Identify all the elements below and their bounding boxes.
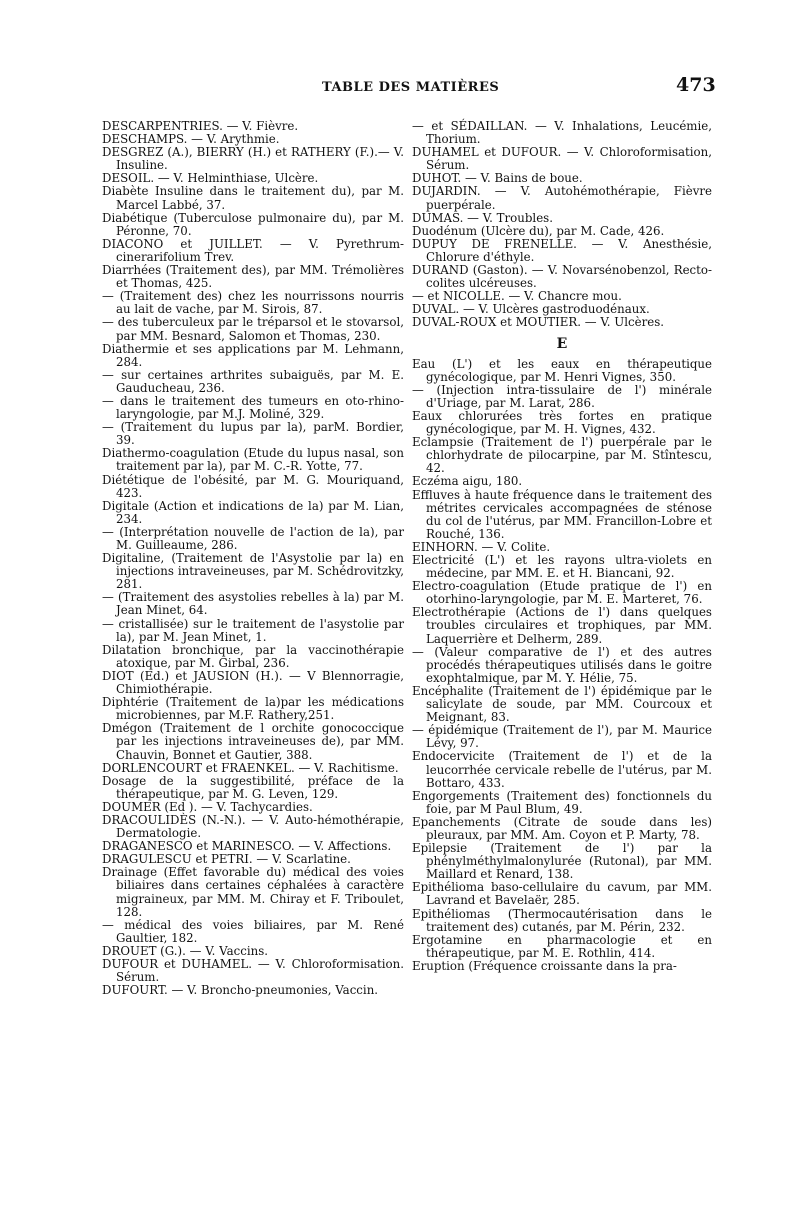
index-entry: — et SÉDAILLAN. — V. Inhalations, Leucémie, Thorium. bbox=[412, 119, 712, 147]
index-entry: DESCHAMPS. — V. Arythmie. bbox=[102, 132, 280, 147]
index-entry: Diathermie et ses applications par M. Lehmann, 284. bbox=[102, 341, 404, 369]
index-entry: — (Traitement des asystolies rebelles à la) par M. Jean Minet, 64. bbox=[102, 590, 404, 618]
left-column bbox=[102, 120, 404, 997]
index-entry: Eau (L') et les eaux en thérapeutique gynécologique, par M. Henri Vignes, 350. bbox=[412, 356, 712, 384]
index-entry: Diathermo-coagulation (Etude du lupus nasal, son traitement par la), par M. C.-R. Yotte, 77. bbox=[102, 446, 404, 474]
index-entry: — (Traitement du lupus par la), parM. Bordier, 39. bbox=[102, 420, 404, 448]
index-entry: Diarrhées (Traitement des), par MM. Trémolières et Thomas, 425. bbox=[102, 263, 404, 291]
index-entry: EINHORN. — V. Colite. bbox=[412, 539, 551, 554]
index-entry: — dans le traitement des tumeurs en oto-rhino-laryngologie, par M.J. Moliné, 329. bbox=[102, 393, 404, 422]
index-entry: Diabète Insuline dans le traitement du), par M. Marcel Labbé, 37. bbox=[102, 184, 404, 212]
index-entry: Electricité (L') et les rayons ultra-violets en médecine, par MM. E. et H. Biancani, 92. bbox=[412, 553, 712, 581]
index-entry: DURAND (Gaston). — V. Novarsénobenzol, Recto-colites ulcéreuses. bbox=[412, 263, 712, 291]
index-entry: Electro-coagulation (Etude pratique de l') en otorhino-laryngologie, par M. E. Marteret, 76. bbox=[412, 579, 712, 607]
index-entry: Diabétique (Tuberculose pulmonaire du), par M. Péronne, 70. bbox=[102, 210, 404, 238]
index-entry: — sur certaines arthrites subaiguës, par M. E. Gauducheau, 236. bbox=[102, 367, 404, 395]
right-column bbox=[412, 120, 712, 973]
page-header bbox=[0, 74, 800, 104]
index-entry: Diphtérie (Traitement de la)par les médications microbiennes, par M.F. Rathery,251. bbox=[102, 695, 404, 723]
running-title: TABLE DES MATIÈRES bbox=[322, 80, 500, 95]
index-entry: DUHOT. — V. Bains de boue. bbox=[412, 171, 583, 186]
index-entry: DESOIL. — V. Helminthiase, Ulcère. bbox=[102, 171, 319, 186]
index-entry: Endocervicite (Traitement de l') et de la leucorrhée cervicale rebelle de l'utérus, par M. Bottaro, 433. bbox=[412, 749, 712, 790]
index-entry: — des tuberculeux par le tréparsol et le stovarsol, par MM. Besnard, Salomon et Thomas, 230. bbox=[102, 315, 404, 343]
index-entry: Encéphalite (Traitement de l') épidémique par le salicylate de soude, par MM. Courcoux et Meignant, 83. bbox=[412, 683, 712, 725]
index-entry: DIOT (Ed.) et JAUSION (H.). — V Blennorragie, Chimiothérapie. bbox=[102, 668, 404, 697]
index-entry: Ergotamine en pharmacologie et en thérapeutique, par M. E. Rothlin, 414. bbox=[412, 932, 712, 960]
index-entry: DORLENCOURT et FRAENKEL. — V. Rachitisme. bbox=[102, 760, 399, 775]
index-entry: — et NICOLLE. — V. Chancre mou. bbox=[412, 289, 622, 304]
index-entry: DIACONO et JUILLET. — V. Pyrethrum-cinerarifolium Trev. bbox=[102, 236, 404, 264]
index-entry: Engorgements (Traitement des) fonctionnels du foie, par M Paul Blum, 49. bbox=[412, 788, 712, 816]
index-entry: DESGREZ (A.), BIERRY (H.) et RATHERY (F.).— V. Insuline. bbox=[102, 145, 404, 173]
index-entry: Electrothérapie (Actions de l') dans quelques troubles circulaires et trophiques, par MM. Laquerrière et Delherm, 289. bbox=[412, 605, 712, 646]
index-entry: DUHAMEL et DUFOUR. — V. Chloroformisation, Sérum. bbox=[412, 145, 712, 173]
index-entry: DUJARDIN. — V. Autohémothérapie, Fièvre puerpérale. bbox=[412, 184, 712, 212]
index-entry: — (Interprétation nouvelle de l'action de la), par M. Guilleaume, 286. bbox=[102, 524, 404, 552]
index-entry: — (Traitement des) chez les nourrissons nourris au lait de vache, par M. Sirois, 87. bbox=[102, 289, 404, 317]
index-entry: — cristallisée) sur le traitement de l'asystolie par la), par M. Jean Minet, 1. bbox=[102, 616, 404, 644]
index-entry: Eczéma aigu, 180. bbox=[412, 474, 523, 489]
index-entry: DRACOULIDÈS (N.-N.). — V. Auto-hémothérapie, Dermatologie. bbox=[102, 812, 404, 841]
index-entry: DROUET (G.). — V. Vaccins. bbox=[102, 943, 269, 958]
index-entry: Dmégon (Traitement de l orchite gonococcique par les injections intraveineuses de), par MM. Chauvin, Bonnet et Gautier, 388. bbox=[102, 721, 404, 762]
index-entry: DUPUY DE FRENELLE. — V. Anesthésie, Chlorure d'éthyle. bbox=[412, 236, 712, 264]
index-entry: Eclampsie (Traitement de l') puerpérale par le chlorhydrate de pilocarpine, par M. Stîntescu, 42. bbox=[412, 435, 712, 476]
index-entry: DRAGULESCU et PETRI. — V. Scarlatine. bbox=[102, 852, 351, 867]
index-entry: DOUMER (Ed ). — V. Tachycardies. bbox=[102, 799, 313, 814]
section-letter-e: E bbox=[556, 335, 568, 352]
index-entry: — (Injection intra-tissulaire de l') minérale d'Uriage, par M. Larat, 286. bbox=[412, 382, 712, 410]
index-entry: Eruption (Fréquence croissante dans la pra- bbox=[412, 958, 677, 973]
index-entry: Diététique de l'obésité, par M. G. Mouriquand, 423. bbox=[102, 472, 404, 500]
index-entry: — médical des voies biliaires, par M. René Gaultier, 182. bbox=[102, 917, 404, 945]
index-entry: Drainage (Effet favorable du) médical des voies biliaires dans certaines céphalées à caractère migraineux, par MM. M. Chiray et F. Triboulet, 128. bbox=[102, 865, 404, 919]
index-entry: Digitaline, (Traitement de l'Asystolie par la) en injections intraveineuses, par M. Schédrovitzky, 281. bbox=[102, 551, 404, 592]
index-entry: Dosage de la suggestibilité, préface de la thérapeutique, par M. G. Leven, 129. bbox=[102, 773, 404, 801]
index-entry: Effluves à haute fréquence dans le traitement des métrites cervicales accompagnées de sténose du col de l'utérus, par MM. Francillon-Lobre et Rouché, 136. bbox=[412, 487, 712, 541]
index-entry: — épidémique (Traitement de l'), par M. Maurice Lévy, 97. bbox=[412, 723, 712, 751]
index-entry: Dilatation bronchique, par la vaccinothérapie atoxique, par M. Girbal, 236. bbox=[102, 642, 404, 670]
index-entry: — (Valeur comparative de l') et des autres procédés thérapeutiques utilisés dans le goitre exophtalmique, par M. Y. Hélie, 75. bbox=[412, 644, 712, 685]
index-entry: Epanchements (Citrate de soude dans les) pleuraux, par MM. Am. Coyon et P. Marty, 78. bbox=[412, 814, 712, 842]
index-entry: Epithéliomas (Thermocautérisation dans le traitement des) cutanés, par M. Périn, 232. bbox=[412, 906, 712, 934]
index-entry: DUFOURT. — V. Broncho-pneumonies, Vaccin. bbox=[102, 983, 379, 998]
index-entry: DESCARPENTRIES. — V. Fièvre. bbox=[102, 119, 299, 133]
index-entry: Digitale (Action et indications de la) par M. Lian, 234. bbox=[102, 498, 404, 526]
index-entry: DRAGANESCO et MARINESCO. — V. Affections. bbox=[102, 839, 392, 854]
right-column-d-entries bbox=[412, 120, 712, 330]
index-entry: DUVAL. — V. Ulcères gastroduodénaux. bbox=[412, 302, 650, 317]
page-number: 473 bbox=[676, 74, 716, 96]
index-entry: Epilepsie (Traitement de l') par la phénylméthylmalonylurée (Rutonal), par MM. Maillard et Renard, 138. bbox=[412, 841, 712, 882]
index-entry: DUFOUR et DUHAMEL. — V. Chloroformisation. Sérum. bbox=[102, 957, 404, 985]
index-entry: Eaux chlorurées très fortes en pratique gynécologique, par M. H. Vignes, 432. bbox=[412, 408, 712, 437]
index-entry: DUVAL-ROUX et MOUTIER. — V. Ulcères. bbox=[412, 315, 665, 330]
index-entry: DUMAS. — V. Troubles. bbox=[412, 210, 553, 225]
right-column-e-entries bbox=[412, 358, 712, 973]
index-entry: Duodénum (Ulcère du), par M. Cade, 426. bbox=[412, 223, 665, 238]
index-entry: Epithélioma baso-cellulaire du cavum, par MM. Lavrand et Bavelaër, 285. bbox=[412, 880, 712, 908]
